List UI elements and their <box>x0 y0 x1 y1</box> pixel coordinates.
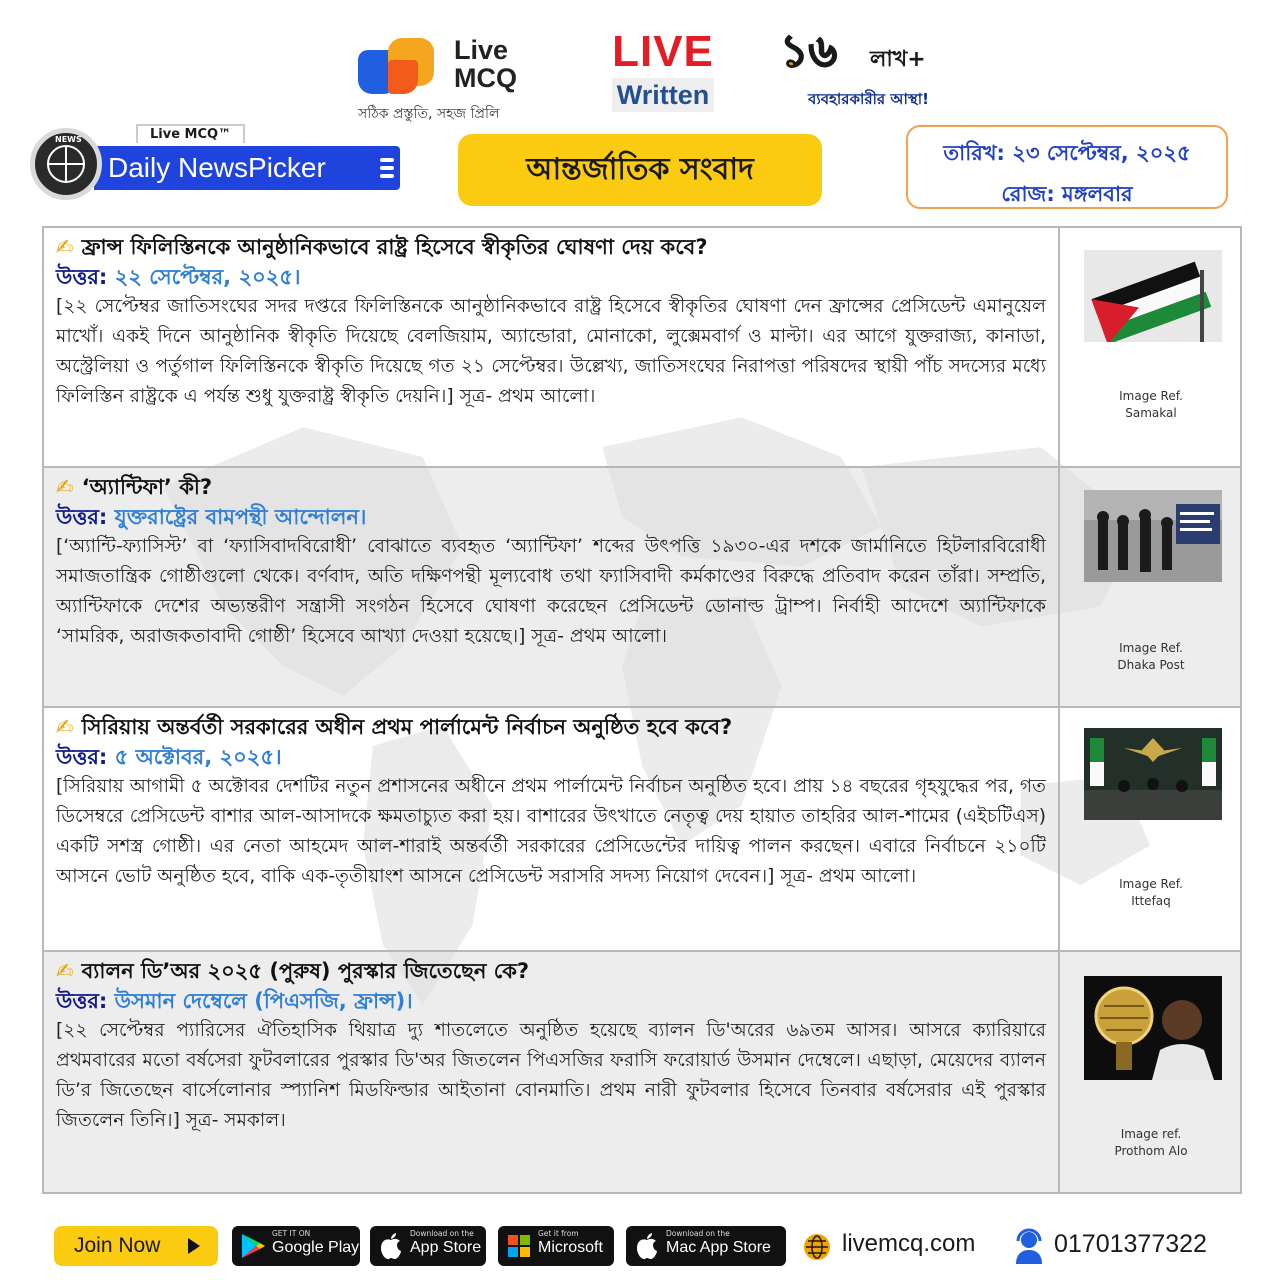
news-explanation: [২২ সেপ্টেম্বর প্যারিসের ঐতিহাসিক থিয়াত্র দ্যু শাতলেতে অনুষ্ঠিত হয়েছে ব্যালন ডি'অরের ৬৯তম আসর। আসরে ক্যারিয়ারে প্রথমবারের মতো বর্ষসেরা ফুটবলারের পুরস্কার ডি'অর জিতলেন পিএসজির ফরাসি ফরোয়ার্ড উসমান দেম্বেলে। এছাড়া, মেয়েদের ব্যালন ডি’র জিতেছেন বার্সেলোনার স্প্যানিশ মিডফিল্ডার আইতানা বোনমাতি। প্রথম নারী ফুটবলার হিসেবে তিনবার বর্ষসেরার এই পুরস্কার জিতলেন তিনি।] সূত্র- সমকাল। <box>56 1020 1046 1131</box>
date-line: তারিখ: ২৩ সেপ্টেম্বর, ২০২৫ <box>943 141 1191 165</box>
news-answer: উত্তর: যুক্তরাষ্ট্রের বামপন্থী আন্দোলন। <box>56 505 367 529</box>
newspicker-title: Daily NewsPicker <box>108 152 326 183</box>
livemcq-title: Live MCQ <box>454 35 517 93</box>
globe-label: NEWS <box>55 135 82 144</box>
app-store-button[interactable]: Download on the App Store <box>370 1226 486 1266</box>
daily-newspicker-logo <box>30 124 402 202</box>
google-play-icon <box>240 1232 266 1260</box>
users-badge <box>780 26 980 116</box>
live-label: LIVE <box>612 27 714 76</box>
ballon-dor-photo <box>1084 976 1222 1080</box>
play-arrow-icon <box>188 1238 200 1254</box>
microsoft-store-button[interactable]: Get it from Microsoft <box>498 1226 614 1266</box>
news-table <box>42 226 1242 1194</box>
apple-icon <box>378 1232 404 1260</box>
globe-icon <box>804 1234 830 1260</box>
newspicker-trademark: Live MCQ™ <box>136 124 245 143</box>
support-agent-icon <box>1014 1228 1044 1264</box>
footer: Join Now GET IT ON Google Play Download on the App Store Get it from Microsoft Download on the Mac App Store livemcq.com 01701377322 <box>0 1222 1280 1270</box>
news-text <box>44 468 1060 706</box>
pen-icon: ✍ <box>56 235 74 259</box>
syria-press-conference-photo <box>1084 728 1222 820</box>
google-play-button[interactable]: GET IT ON Google Play <box>232 1226 360 1266</box>
livemcq-logo[interactable] <box>358 30 548 120</box>
image-ref: Image Ref. Ittefaq <box>1119 877 1183 908</box>
image-ref: Image Ref. Samakal <box>1119 389 1183 420</box>
image-ref: Image Ref. Dhaka Post <box>1117 641 1185 672</box>
join-now-button[interactable]: Join Now <box>54 1226 218 1266</box>
news-text <box>44 228 1060 466</box>
category-banner <box>458 134 822 206</box>
news-image-cell <box>1060 708 1242 950</box>
live-written-logo[interactable] <box>612 28 714 118</box>
news-explanation: [‘অ্যান্টি-ফ্যাসিস্ট’ বা ‘ফ্যাসিবাদবিরোধী’ বোঝাতে ব্যবহৃত ‘অ্যান্টিফা’ শব্দের উৎপত্তি ১৯৩০-এর দশকে জার্মানিতে হিটলারবিরোধী সমাজতান্ত্রিক গোষ্ঠীগুলো থেকে। বর্ণবাদ, অতি দক্ষিণপন্থী মূল্যবোধ তথা ফ্যাসিবাদী কর্মকাণ্ডের বিরুদ্ধে প্রতিবাদ করেন তাঁরা। সম্প্রতি, অ্যান্টিফাকে দেশের অভ্যন্তরীণ সন্ত্রাসী সংগঠন হিসেবে ঘোষণা করেছেন প্রেসিডেন্ট ডোনাল্ড ট্রাম্প। নির্বাহী আদেশে অ্যান্টিফাকে ‘সামরিক, অরাজকতাবাদী গোষ্ঠী’ হিসেবে আখ্যা দেওয়া হয়েছে।] সূত্র- প্রথম আলো। <box>56 536 1046 647</box>
users-caption: ব্যবহারকারীর আস্থা! <box>808 90 930 108</box>
livemcq-tagline: সঠিক প্রস্তুতি, সহজ প্রিলি <box>358 106 500 122</box>
category-title: আন্তর্জাতিক সংবাদ <box>526 152 754 187</box>
antifa-protest-photo <box>1084 490 1222 582</box>
news-image-cell <box>1060 952 1242 1194</box>
livemcq-logo-mark <box>358 38 438 100</box>
news-item <box>44 708 1240 952</box>
news-image-cell <box>1060 468 1242 706</box>
microsoft-icon <box>506 1232 532 1260</box>
news-item <box>44 468 1240 708</box>
news-question: ✍ সিরিয়ায় অন্তর্বর্তী সরকারের অধীন প্রথম পার্লামেন্ট নির্বাচন অনুষ্ঠিত হবে কবে? <box>56 715 733 739</box>
news-globe-icon <box>30 128 102 200</box>
news-image-cell <box>1060 228 1242 466</box>
written-label: Written <box>612 78 714 112</box>
date-box <box>906 125 1228 209</box>
news-answer: উত্তর: ৫ অক্টোবর, ২০২৫। <box>56 745 282 769</box>
news-text <box>44 708 1060 950</box>
news-item <box>44 228 1240 468</box>
day-line: রোজ: মঙ্গলবার <box>1001 182 1133 206</box>
news-question: ✍ ফ্রান্স ফিলিস্তিনকে আনুষ্ঠানিকভাবে রাষ্ট্র হিসেবে স্বীকৃতির ঘোষণা দেয় কবে? <box>56 235 708 259</box>
newspicker-bar <box>94 146 400 190</box>
pen-icon: ✍ <box>56 475 74 499</box>
users-count: ১৬ <box>780 26 838 77</box>
news-text <box>44 952 1060 1194</box>
news-explanation: [সিরিয়ায় আগামী ৫ অক্টোবর দেশটির নতুন প্রশাসনের অধীনে প্রথম পার্লামেন্ট নির্বাচন অনুষ্ঠিত হবে। প্রায় ১৪ বছরের গৃহযুদ্ধের পর, গত ডিসেম্বরে প্রেসিডেন্ট বাশার আল-আসাদকে ক্ষমতাচ্যুত করা হয়। বাশারের উৎখাতে নেতৃত্ব দেয় হায়াত তাহরির আল-শামের (এইচটিএস) একটি সশস্ত্র গোষ্ঠী। এর নেতা আহমেদ আল-শারাই অন্তর্বর্তী সরকারের প্রেসিডেন্টের দায়িত্ব পালন করছেন। এবারে নির্বাচনে ২১০টি আসনে ভোট অনুষ্ঠিত হবে, বাকি এক-তৃতীয়াংশ আসনে প্রেসিডেন্ট সরাসরি সদস্য নিয়োগ দেবেন।] সূত্র- প্রথম আলো। <box>56 776 1046 887</box>
image-ref: Image ref. Prothom Alo <box>1114 1127 1188 1158</box>
news-explanation: [২২ সেপ্টেম্বর জাতিসংঘের সদর দপ্তরে ফিলিস্তিনকে আনুষ্ঠানিকভাবে রাষ্ট্র হিসেবে স্বীকৃতির ঘোষণা দেন ফ্রান্সের প্রেসিডেন্ট এমানুয়েল মাখোঁ। একই দিনে আনুষ্ঠানিক স্বীকৃতি দিয়েছে বেলজিয়াম, অ্যান্ডোরা, মোনাকো, লুক্সেমবার্গ ও মাল্টা। এর আগে যুক্তরাজ্য, কানাডা, অস্ট্রেলিয়া ও পর্তুগাল ফিলিস্তিনকে স্বীকৃতি দিয়েছে গত ২১ সেপ্টেম্বর। উল্লেখ্য, জাতিসংঘের নিরাপত্তা পরিষদের স্থায়ী পাঁচ সদস্যের মধ্যে ফিলিস্তিন রাষ্ট্রকে এ পর্যন্ত শুধু যুক্তরাষ্ট্র স্বীকৃতি দেয়নি।] সূত্র- প্রথম আলো। <box>56 296 1046 407</box>
apple-icon <box>634 1232 660 1260</box>
news-item <box>44 952 1240 1194</box>
news-question: ✍ ব্যালন ডি’অর ২০২৫ (পুরুষ) পুরস্কার জিতেছেন কে? <box>56 959 530 983</box>
brand-header <box>0 22 1280 122</box>
users-suffix: লাখ+ <box>870 47 926 72</box>
palestine-flag-photo <box>1084 250 1222 342</box>
news-answer: উত্তর: উসমান দেম্বেলে (পিএসজি, ফ্রান্স)। <box>56 989 413 1013</box>
news-answer: উত্তর: ২২ সেপ্টেম্বর, ২০২৫। <box>56 265 301 289</box>
pen-icon: ✍ <box>56 715 74 739</box>
news-question: ✍ ‘অ্যান্টিফা’ কী? <box>56 475 213 499</box>
pen-icon: ✍ <box>56 959 74 983</box>
mac-app-store-button[interactable]: Download on the Mac App Store <box>626 1226 786 1266</box>
